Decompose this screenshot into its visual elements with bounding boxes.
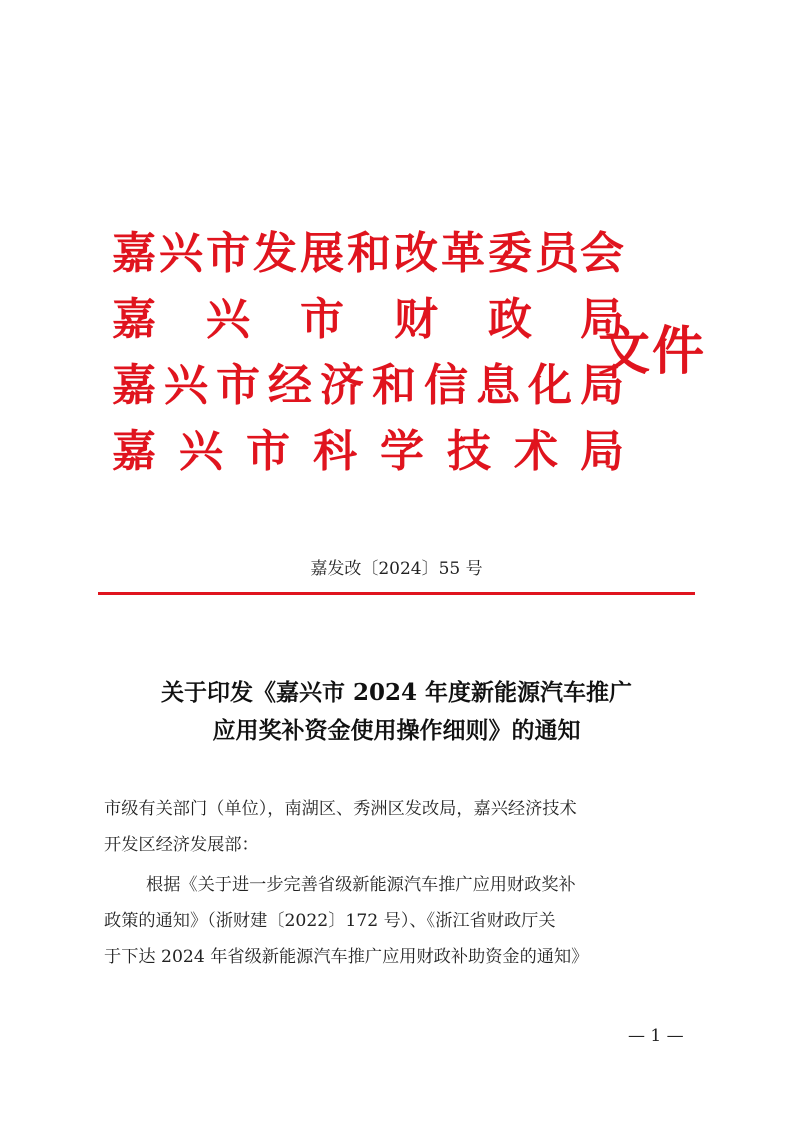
issuer-line-1-char: 改 xyxy=(394,228,438,279)
issuer-line-1 xyxy=(112,226,624,282)
issuer-line-2-char: 嘉 xyxy=(112,294,156,345)
issuer-line-2-char: 政 xyxy=(488,294,532,345)
issuer-line-3-char: 兴 xyxy=(164,360,208,411)
issuer-line-1-char: 嘉 xyxy=(112,228,156,279)
issuer-line-3-char: 济 xyxy=(320,360,364,411)
issuer-line-1-char: 革 xyxy=(441,228,485,279)
issuer-line-3-char: 和 xyxy=(372,360,416,411)
issuer-line-3-char: 嘉 xyxy=(112,360,156,411)
notice-title-line-2: 应用奖补资金使用操作细则》的通知 xyxy=(212,717,581,744)
issuer-line-3-char: 局 xyxy=(580,360,624,411)
issuer-line-4-char: 市 xyxy=(246,426,290,477)
issuer-suffix-wenjian: 文件 xyxy=(598,321,707,382)
issuer-line-3 xyxy=(112,358,624,414)
issuer-line-2 xyxy=(112,292,624,348)
issuer-line-2-char: 兴 xyxy=(206,294,250,345)
issuer-line-4-char: 术 xyxy=(514,426,558,477)
addressee-line-2: 开发区经济发展部： xyxy=(104,835,259,855)
document-number: 嘉发改〔2024〕55 号 xyxy=(310,559,483,579)
issuer-line-1-char: 会 xyxy=(580,228,624,279)
issuer-line-1-char: 市 xyxy=(206,228,250,279)
body-paragraph-line-3: 于下达 2024 年省级新能源汽车推广应用财政补助资金的通知》 xyxy=(104,947,589,967)
issuer-line-1-char: 和 xyxy=(347,228,391,279)
issuer-line-4-char: 学 xyxy=(380,426,424,477)
issuer-line-1-char: 委 xyxy=(488,228,532,279)
issuer-line-4-char: 科 xyxy=(313,426,357,477)
issuer-line-2-char: 局 xyxy=(580,294,624,345)
issuer-line-3-char: 息 xyxy=(476,360,520,411)
issuer-line-4-char: 局 xyxy=(580,426,624,477)
issuer-line-1-char: 员 xyxy=(535,228,579,279)
issuer-line-3-char: 化 xyxy=(528,360,572,411)
issuer-line-2-char: 财 xyxy=(394,294,438,345)
body-paragraph-line-2: 政策的通知》（浙财建〔2022〕172 号）、《浙江省财政厅关 xyxy=(104,911,556,931)
issuer-line-3-char: 经 xyxy=(268,360,312,411)
issuer-line-4-char: 兴 xyxy=(179,426,223,477)
issuer-line-3-char: 信 xyxy=(424,360,468,411)
issuer-line-4-char: 嘉 xyxy=(112,426,156,477)
issuer-line-4-char: 技 xyxy=(447,426,491,477)
issuer-line-2-char: 市 xyxy=(300,294,344,345)
body-paragraph-line-1: 根据《关于进一步完善省级新能源汽车推广应用财政奖补 xyxy=(146,875,576,895)
issuer-line-1-char: 兴 xyxy=(159,228,203,279)
issuer-line-1-char: 发 xyxy=(253,228,297,279)
notice-title-line-1: 关于印发《嘉兴市 2024 年度新能源汽车推广 xyxy=(160,679,633,706)
addressee-line-1: 市级有关部门（单位），南湖区、秀洲区发改局，嘉兴经济技术 xyxy=(104,799,577,819)
red-divider-line xyxy=(98,592,695,595)
issuer-line-3-char: 市 xyxy=(216,360,260,411)
issuer-line-1-char: 展 xyxy=(300,228,344,279)
page-number: — 1 — xyxy=(628,1026,684,1046)
issuer-line-4 xyxy=(112,424,624,480)
